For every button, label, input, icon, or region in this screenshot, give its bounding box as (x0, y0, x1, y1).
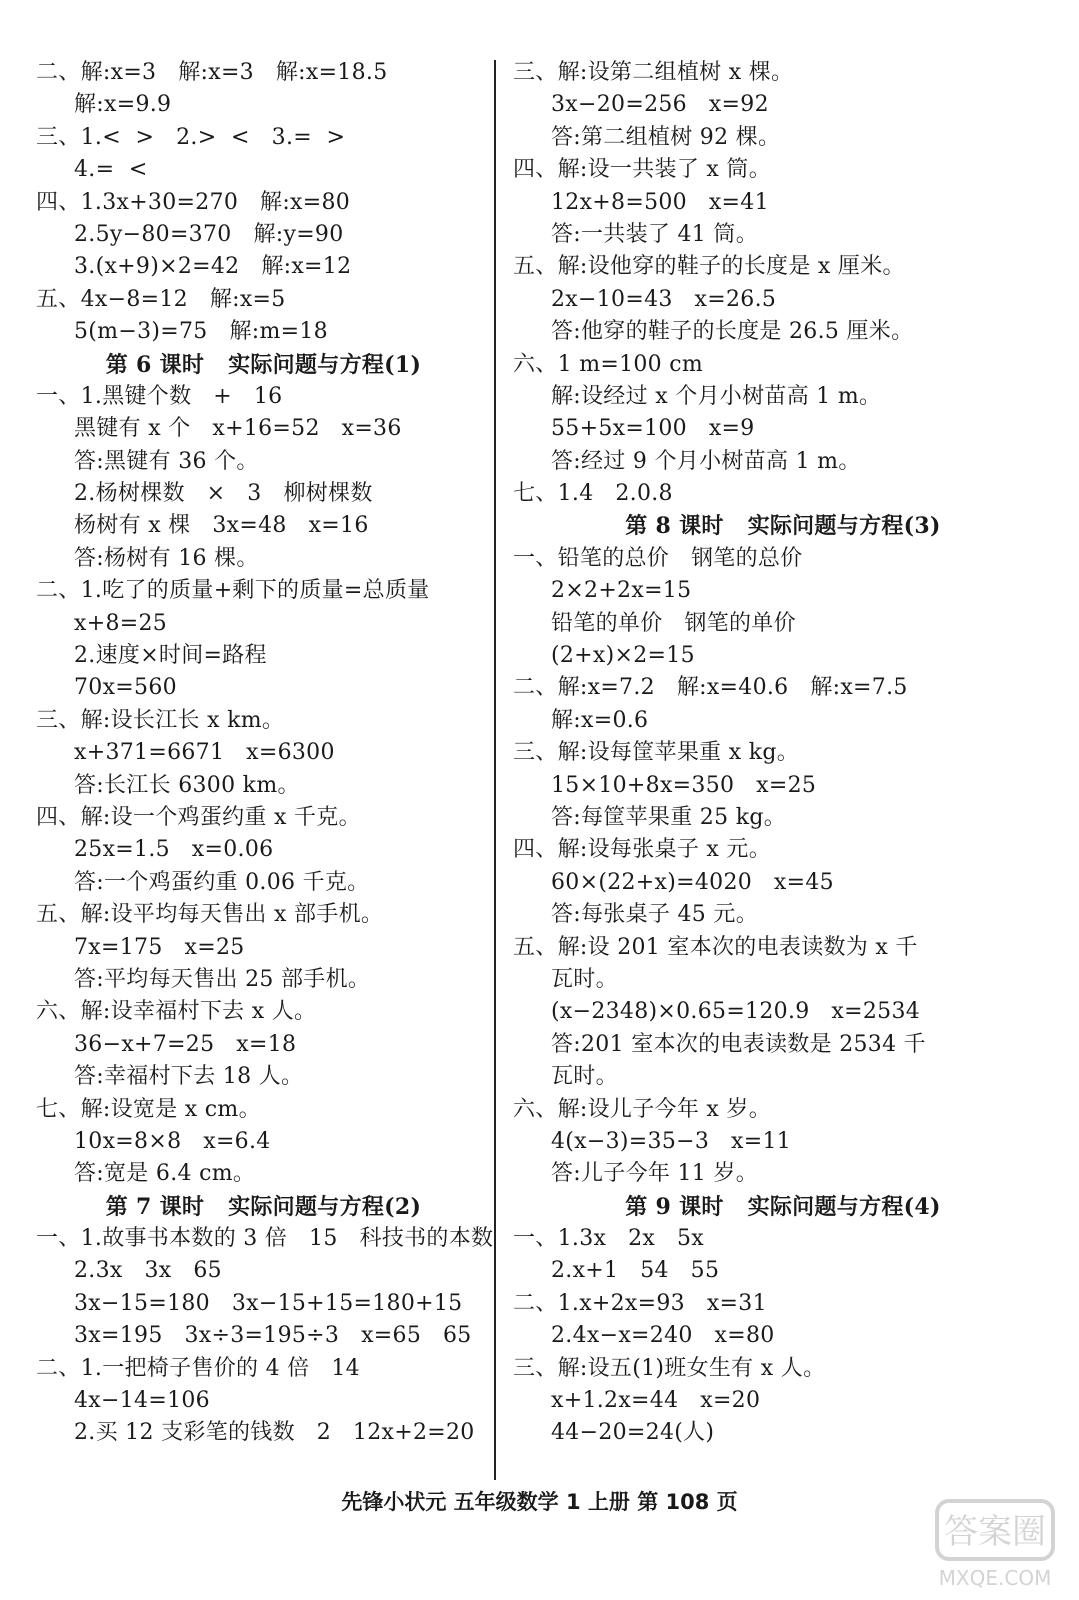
right-column (513, 57, 1053, 1450)
answer-line: 二、1.吃了的质量+剩下的质量=总质量 (36, 578, 430, 604)
answer-line: 60×(22+x)=4020 x=45 (551, 869, 834, 895)
answer-line: x+371=6671 x=6300 (74, 740, 335, 766)
answer-line: 4(x−3)=35−3 x=11 (551, 1128, 792, 1154)
answer-line: 5(m−3)=75 解:m=18 (74, 319, 328, 345)
answer-line: 答:平均每天售出 25 部手机。 (74, 966, 371, 992)
answer-line: 五、解:设 201 室本次的电表读数为 x 千 (513, 934, 918, 960)
answer-line: (x−2348)×0.65=120.9 x=2534 (551, 999, 921, 1025)
answer-line: 答:每筐苹果重 25 kg。 (551, 804, 787, 830)
answer-line: 五、4x−8=12 解:x=5 (36, 286, 286, 312)
answer-line: 2.4x−x=240 x=80 (551, 1323, 775, 1349)
answer-line: 三、解:设第二组植树 x 棵。 (513, 60, 794, 85)
answer-line: 答:幸福村下去 18 人。 (74, 1064, 304, 1090)
answer-line: 四、解:设每张桌子 x 元。 (513, 837, 772, 863)
answer-line: 答:杨树有 16 棵。 (74, 545, 259, 571)
answer-line: 答:黑键有 36 个。 (74, 448, 259, 474)
answer-line: 答:第二组植树 92 棵。 (551, 124, 781, 150)
section-heading: 第 7 课时 实际问题与方程(2) (105, 1193, 422, 1220)
answer-line: 15×10+8x=350 x=25 (551, 772, 817, 798)
answer-line: 答:一共装了 41 筒。 (551, 221, 758, 247)
answer-line: 3x=195 3x÷3=195÷3 x=65 65 (74, 1323, 472, 1349)
answer-line: 10x=8×8 x=6.4 (74, 1128, 271, 1154)
answer-line: 答:每张桌子 45 元。 (551, 902, 758, 928)
answer-line: 四、解:设一共装了 x 筒。 (513, 157, 772, 183)
answer-line: x+8=25 (74, 610, 168, 636)
section-heading: 第 8 课时 实际问题与方程(3) (625, 513, 941, 540)
answer-line: 答:201 室本次的电表读数是 2534 千 (551, 1031, 926, 1057)
answer-line: x+1.2x=44 x=20 (551, 1388, 761, 1414)
answer-line: 六、解:设儿子今年 x 岁。 (513, 1096, 772, 1122)
answer-line: 五、解:设他穿的鞋子的长度是 x 厘米。 (513, 254, 905, 280)
answer-line: 三、1.< > 2.> < 3.= > (36, 124, 346, 150)
answer-line: 3x−15=180 3x−15+15=180+15 (74, 1290, 463, 1316)
answer-line: 2.x+1 54 55 (551, 1258, 720, 1284)
left-column (36, 57, 494, 1450)
answer-line: 2.5y−80=370 解:y=90 (74, 221, 344, 247)
answer-line: 六、1 m=100 cm (513, 351, 704, 377)
answer-line: 一、1.3x 2x 5x (513, 1226, 704, 1252)
answer-line: 二、解:x=7.2 解:x=40.6 解:x=7.5 (513, 675, 908, 701)
answer-line: 答:经过 9 个月小树苗高 1 m。 (551, 448, 861, 474)
answer-line: 4.= < (74, 157, 148, 183)
answer-line: 2×2+2x=15 (551, 578, 692, 604)
answer-line: 黑键有 x 个 x+16=52 x=36 (74, 416, 402, 442)
answer-line: 杨树有 x 棵 3x=48 x=16 (74, 513, 369, 539)
answer-line: 解:设经过 x 个月小树苗高 1 m。 (551, 383, 882, 409)
column-divider (494, 60, 496, 1480)
answer-line: 答:儿子今年 11 岁。 (551, 1161, 758, 1187)
answer-line: 三、解:设五(1)班女生有 x 人。 (513, 1355, 826, 1381)
answer-line: 二、解:x=3 解:x=3 解:x=18.5 (36, 60, 388, 85)
answer-line: 2.杨树棵数 × 3 柳树棵数 (74, 481, 373, 507)
answer-line: 七、解:设宽是 x cm。 (36, 1096, 261, 1122)
answer-line: 答:宽是 6.4 cm。 (74, 1161, 256, 1187)
answer-line: 一、铅笔的总价 钢笔的总价 (513, 545, 803, 571)
section-heading: 第 9 课时 实际问题与方程(4) (625, 1193, 941, 1220)
answer-line: 解:x=9.9 (74, 92, 172, 118)
answer-line: 2.买 12 支彩笔的钱数 2 12x+2=20 (74, 1420, 475, 1446)
answer-line: 3x−20=256 x=92 (551, 92, 769, 118)
section-heading: 第 6 课时 实际问题与方程(1) (105, 351, 422, 378)
answer-line: 四、1.3x+30=270 解:x=80 (36, 189, 351, 215)
svg-text:MXQE.COM: MXQE.COM (938, 1566, 1052, 1590)
answer-line: 2.3x 3x 65 (74, 1258, 222, 1284)
answer-line: 二、1.一把椅子售价的 4 倍 14 (36, 1355, 360, 1381)
answer-line: 三、解:设每筐苹果重 x kg。 (513, 740, 800, 766)
answer-line: 4x−14=106 (74, 1388, 210, 1414)
answer-line: 铅笔的单价 钢笔的单价 (551, 610, 796, 636)
answer-line: 七、1.4 2.0.8 (513, 481, 673, 507)
answer-line: 答:他穿的鞋子的长度是 26.5 厘米。 (551, 319, 914, 345)
answer-line: 2.速度×时间=路程 (74, 643, 267, 669)
answer-line: 55+5x=100 x=9 (551, 416, 755, 442)
answer-line: 瓦时。 (551, 966, 618, 992)
answer-line: 12x+8=500 x=41 (551, 189, 769, 215)
answer-line: 解:x=0.6 (551, 707, 649, 733)
answer-line: 7x=175 x=25 (74, 934, 245, 960)
svg-text:答案圈: 答案圈 (944, 1512, 1046, 1552)
answer-line: (2+x)×2=15 (551, 643, 695, 669)
answer-line: 瓦时。 (551, 1064, 618, 1090)
answer-line: 3.(x+9)×2=42 解:x=12 (74, 254, 352, 280)
answer-line: 一、1.黑键个数 + 16 (36, 383, 283, 409)
answer-line: 六、解:设幸福村下去 x 人。 (36, 999, 317, 1025)
answer-line: 答:一个鸡蛋约重 0.06 千克。 (74, 869, 370, 895)
answer-line: 36−x+7=25 x=18 (74, 1031, 297, 1057)
answer-line: 44−20=24(人) (551, 1420, 715, 1446)
answer-line: 25x=1.5 x=0.06 (74, 837, 274, 863)
answer-line: 一、1.故事书本数的 3 倍 15 科技书的本数 (36, 1226, 494, 1252)
answer-line: 答:长江长 6300 km。 (74, 772, 300, 798)
page-footer: 先锋小状元 五年级数学 1 上册 第 108 页 (341, 1490, 738, 1514)
watermark-logo-icon (933, 1495, 1057, 1593)
answer-line: 70x=560 (74, 675, 177, 701)
answer-line: 五、解:设平均每天售出 x 部手机。 (36, 902, 384, 928)
answer-line: 四、解:设一个鸡蛋约重 x 千克。 (36, 804, 361, 830)
answer-line: 2x−10=43 x=26.5 (551, 286, 777, 312)
answer-line: 二、1.x+2x=93 x=31 (513, 1290, 767, 1316)
answer-line: 三、解:设长江长 x km。 (36, 707, 285, 733)
